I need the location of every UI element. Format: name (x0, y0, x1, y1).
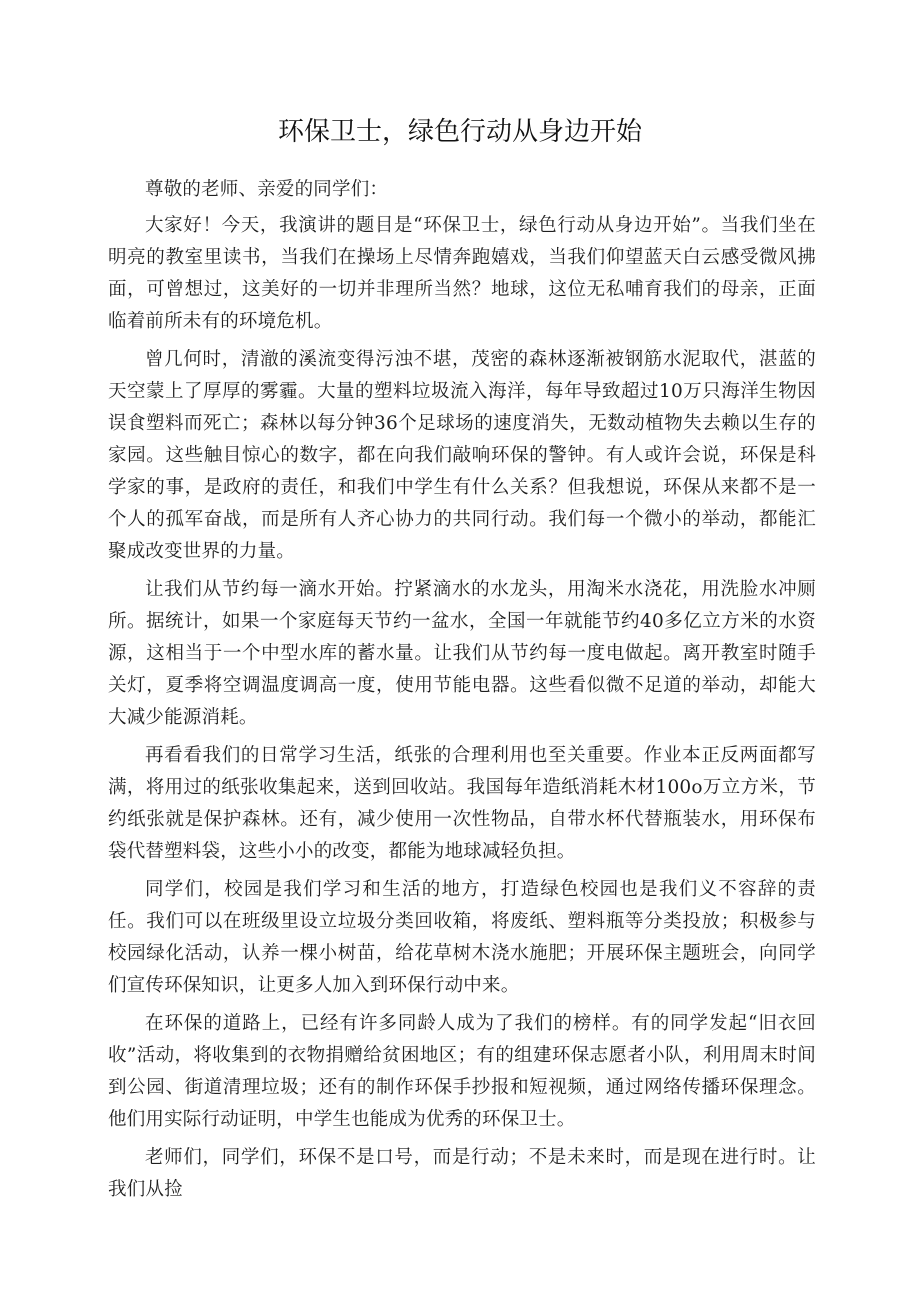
paragraph-7: 老师们，同学们，环保不是口号，而是行动；不是未来时，而是现在进行时。让我们从捡 (108, 1147, 816, 1200)
document-title: 环保卫士，绿色行动从身边开始 (277, 117, 642, 147)
paragraph-1: 大家好！今天，我演讲的题目是“环保卫士，绿色行动从身边开始”。当我们坐在明亮的教室里读书，当我们在操场上尽情奔跑嬉戏，当我们仰望蓝天白云感受微风拂面，可曾想过，这美好的一切并非理所当然？地球，这位无私哺育我们的母亲，正面临着前所未有的环境危机。 (108, 215, 816, 332)
paragraph-3: 让我们从节约每一滴水开始。拧紧滴水的水龙头，用淘米水浇花，用洗脸水冲厕所。据统计，如果一个家庭每天节约一盆水，全国一年就能节约40多亿立方米的水资源，这相当于一个中型水库的蓄水量。让我们从节约每一度电做起。离开教室时随手关灯，夏季将空调温度调高一度，使用节能电器。这些看似微不足道的举动，却能大大减少能源消耗。 (108, 579, 816, 728)
document-body (108, 174, 816, 1212)
paragraph-6: 在环保的道路上，已经有许多同龄人成为了我们的榜样。有的同学发起“旧衣回收”活动，将收集到的衣物捐赠给贫困地区；有的组建环保志愿者小队，利用周末时间到公园、街道清理垃圾；还有的制作环保手抄报和短视频，通过网络传播环保理念。他们用实际行动证明，中学生也能成为优秀的环保卫士。 (108, 1013, 816, 1130)
paragraph-5: 同学们，校园是我们学习和生活的地方，打造绿色校园也是我们义不容辞的责任。我们可以在班级里设立垃圾分类回收箱，将废纸、塑料瓶等分类投放；积极参与校园绿化活动，认养一棵小树苗，给花草树木浇水施肥；开展环保主题班会，向同学们宣传环保知识，让更多人加入到环保行动中来。 (108, 879, 816, 996)
paragraph-2: 曾几何时，清澈的溪流变得污浊不堪，茂密的森林逐渐被钢筋水泥取代，湛蓝的天空蒙上了厚厚的雾霾。大量的塑料垃圾流入海洋，每年导致超过10万只海洋生物因误食塑料而死亡；森林以每分钟36个足球场的速度消失，无数动植物失去赖以生存的家园。这些触目惊心的数字，都在向我们敲响环保的警钟。有人或许会说，环保是科学家的事，是政府的责任，和我们中学生有什么关系？但我想说，环保从来都不是一个人的孤军奋战，而是所有人齐心协力的共同行动。我们每一个微小的举动，都能汇聚成改变世界的力量。 (108, 349, 816, 562)
paragraph-4: 再看看我们的日常学习生活，纸张的合理利用也至关重要。作业本正反两面都写满，将用过的纸张收集起来，送到回收站。我国每年造纸消耗木材100o万立方米，节约纸张就是保护森林。还有，减少使用一次性物品，自带水杯代替瓶装水，用环保布袋代替塑料袋，这些小小的改变，都能为地球减轻负担。 (108, 745, 816, 862)
greeting-line: 尊敬的老师、亲爱的同学们： (145, 179, 389, 200)
